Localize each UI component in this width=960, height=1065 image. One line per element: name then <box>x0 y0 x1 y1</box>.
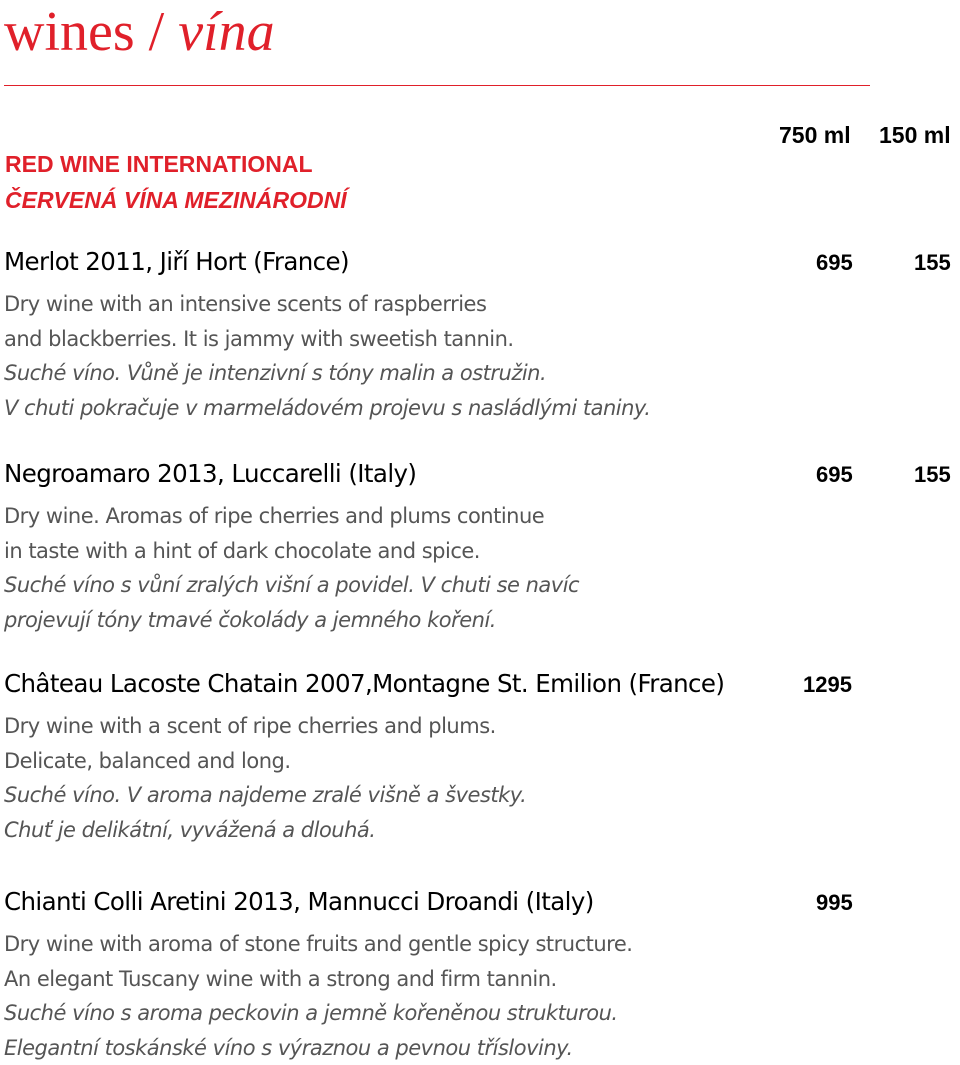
wine-description <box>4 709 526 847</box>
description-line-cz: Suché víno s aroma peckovin a jemně kořeněnou strukturou. <box>4 996 632 1031</box>
column-header-bottle: 750 ml <box>779 120 851 150</box>
price-bottle: 695 <box>816 459 853 491</box>
description-line-en: Dry wine with an intensive scents of raspberries <box>4 287 650 322</box>
description-line-cz: Chuť je delikátní, vyvážená a dlouhá. <box>4 813 526 848</box>
description-line-cz: Suché víno. V aroma najdeme zralé višně a švestky. <box>4 778 526 813</box>
wine-name: Merlot 2011, Jiří Hort (France) <box>4 246 349 278</box>
description-line-cz: Suché víno. Vůně je intenzivní s tóny malin a ostružin. <box>4 356 650 391</box>
price-glass: 155 <box>914 459 951 491</box>
description-line-cz: V chuti pokračuje v marmeládovém projevu s nasládlými taniny. <box>4 391 650 426</box>
description-line-en: and blackberries. It is jammy with sweetish tannin. <box>4 322 650 357</box>
price-bottle: 1295 <box>803 669 852 701</box>
description-line-cz: Elegantní toskánské víno s výraznou a pevnou třísloviny. <box>4 1031 632 1065</box>
description-line-cz: projevují tóny tmavé čokolády a jemného koření. <box>4 603 579 638</box>
section-title-en: RED WINE INTERNATIONAL <box>5 149 313 179</box>
wine-description <box>4 927 632 1065</box>
title-divider <box>4 85 870 86</box>
page-title-cz: vína <box>178 1 274 63</box>
description-line-en: Dry wine. Aromas of ripe cherries and plums continue <box>4 499 579 534</box>
section-title-cz: ČERVENÁ VÍNA MEZINÁRODNÍ <box>5 185 347 215</box>
price-glass: 155 <box>914 247 951 279</box>
wine-name: Negroamaro 2013, Luccarelli (Italy) <box>4 458 416 490</box>
page-title-en: wines / <box>4 1 178 63</box>
description-line-en: An elegant Tuscany wine with a strong and firm tannin. <box>4 962 632 997</box>
description-line-en: Dry wine with a scent of ripe cherries and plums. <box>4 709 526 744</box>
wine-description <box>4 499 579 637</box>
description-line-en: in taste with a hint of dark chocolate and spice. <box>4 534 579 569</box>
wine-description <box>4 287 650 425</box>
page-title <box>4 0 275 72</box>
wine-name: Château Lacoste Chatain 2007,Montagne St. Emilion (France) <box>4 668 724 700</box>
description-line-en: Dry wine with aroma of stone fruits and gentle spicy structure. <box>4 927 632 962</box>
column-header-glass: 150 ml <box>879 120 951 150</box>
description-line-cz: Suché víno s vůní zralých višní a povidel. V chuti se navíc <box>4 568 579 603</box>
price-bottle: 695 <box>816 247 853 279</box>
wine-name: Chianti Colli Aretini 2013, Mannucci Droandi (Italy) <box>4 886 594 918</box>
description-line-en: Delicate, balanced and long. <box>4 744 526 779</box>
price-bottle: 995 <box>816 887 853 919</box>
